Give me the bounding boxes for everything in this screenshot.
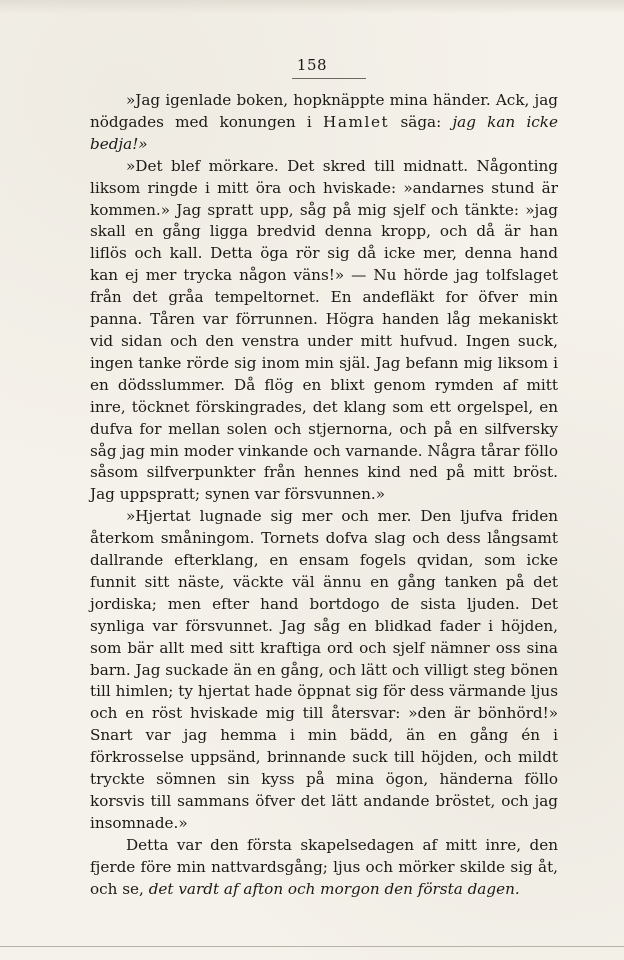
text-run: »Det blef mörkare. Det skred till midnatt. Någonting liksom ringde i mitt öra och hviskade: »andarnes stund är kommen.» Jag spratt upp, såg på mig sjelf och tänkte: »jag skall en gång ligga bredvid denna kropp, och då är han liflös och kall. Detta öga rör sig då icke mer, denna hand kan ej mer trycka någon väns!» — Nu hörde jag tolfslaget från det gråa tempeltornet. En andefläkt for öfver min panna. Tåren var förrunnen. Högra handen låg mekaniskt vid sidan och den venstra under mitt hufvud. Ingen suck, ingen tanke rörde sig inom min själ. Jag befann mig liksom i en dödsslummer. Då flög en blixt genom rymden af mitt inre, töcknet förskingrades, det klang som ett orgelspel, en dufva for mellan solen och stjernorna, och på en silfversky såg jag min moder vinkande och varnande. Några tårar föllo såsom silfverpunkter från hennes kind ned på mitt bröst. Jag uppspratt; synen var försvunnen.» bbox=[90, 156, 558, 504]
page-number: 158 bbox=[296, 56, 328, 74]
text-run: det vardt af afton och morgon den första dagen. bbox=[148, 879, 520, 898]
text-run: Detta var den första skapelsedagen af mitt inre, den fjerde före min nattvardsgång; ljus och mörker skilde sig åt, och se, bbox=[90, 835, 558, 898]
scan-bottom-edge bbox=[0, 946, 624, 947]
text-run: säga: bbox=[389, 112, 453, 131]
scan-edge bbox=[0, 0, 624, 14]
paragraph-1 bbox=[90, 90, 558, 156]
paragraph-3 bbox=[90, 506, 558, 835]
text-run: »Jag igenlade boken, hopknäppte mina händer. Ack, jag nödgades med konungen i bbox=[90, 91, 558, 131]
page-number-rule bbox=[292, 78, 366, 79]
text-run: Hamlet bbox=[323, 112, 390, 131]
body-text bbox=[90, 90, 558, 901]
paragraph-2 bbox=[90, 156, 558, 507]
text-run: jag kan icke bedja!» bbox=[90, 112, 558, 153]
text-run: »Hjertat lugnade sig mer och mer. Den ljufva friden återkom småningom. Tornets dofva slag och dess långsamt dallrande efterklang, en ensam fogels qvidan, som icke funnit sitt näste, väckte väl ännu en gång tanken på det jordiska; men efter hand bortdogo de sista ljuden. Det synliga var försvunnet. Jag såg en blidkad fader i höjden, som bär allt med sitt kraftiga ord och sjelf nämner oss sina barn. Jag suckade än en gång, och lätt och villigt steg bönen till himlen; ty hjertat hade öppnat sig för dess värmande ljus och en röst hviskade mig till återsvar: »den är bönhörd!» Snart var jag hemma i min bädd, än en gång én i förkrosselse uppsänd, brinnande suck till höjden, och mildt tryckte sömnen sin kyss på mina ögon, händerna föllo korsvis till sammans öfver det lätt andande bröstet, och jag insomnade.» bbox=[90, 507, 558, 832]
paragraph-4 bbox=[90, 835, 558, 901]
